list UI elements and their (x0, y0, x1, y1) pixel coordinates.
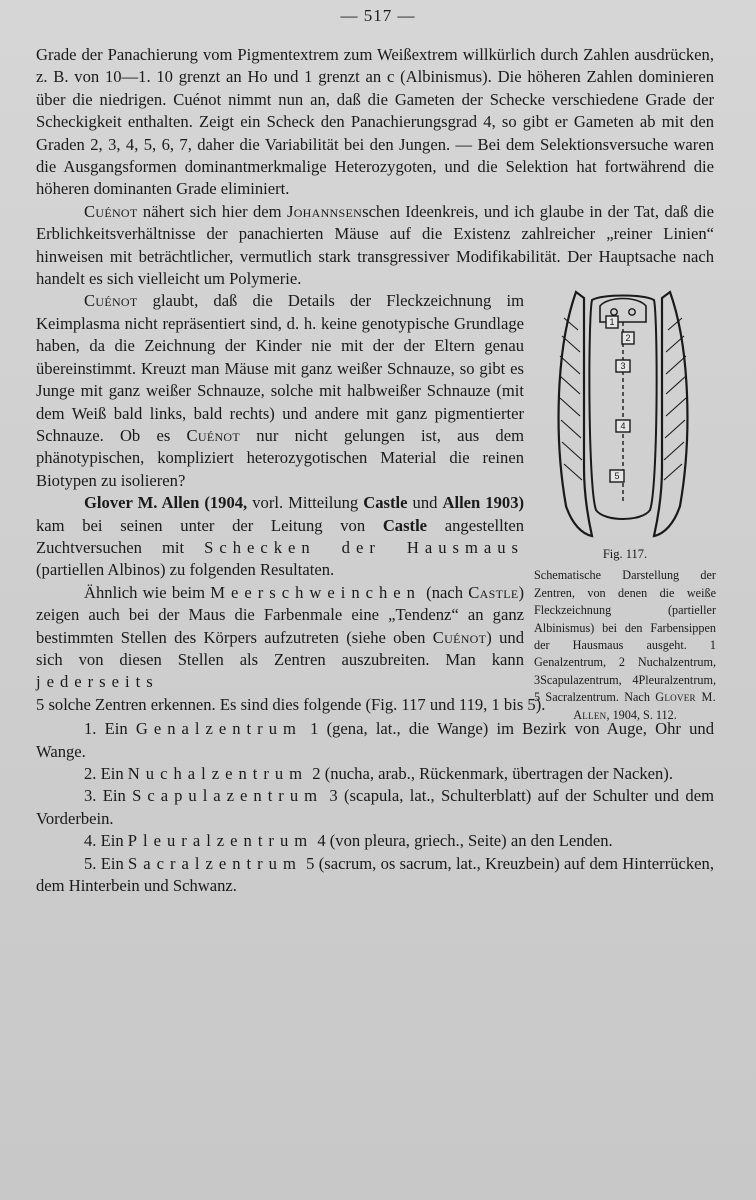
page-number: — 517 — (340, 6, 416, 25)
list-item: 1. Ein Genalzentrum 1 (gena, lat., die Wange) im Bezirk von Auge, Ohr und Wange. (36, 719, 714, 761)
paragraph-3: Cuénot glaubt, daß die Details der Fleckzeichnung im Keimplasma nicht repräsentiert sind, d. h. keine genotypische Grundlage haben, da die Zeichnung der Kinder nie mit der der Eltern genau übereinstimmt. Kreuzt man Mäuse mit ganz weißer Schnauze, so gibt es Junge mit ganz weißer Schnauze, solche mit halbweißer Schnauze (mit dem Weiß bald links, bald rechts) und andere mit ganz pigmentierter Schnauze. Ob es Cuénot nur nicht gelungen ist, aus dem phänotypischen, kompliziert heterozygotischen Material die reinen Biotypen zu isolieren? (36, 291, 524, 490)
paragraph-5: Ähnlich wie beim Meerschweinchen (nach Castle) zeigen auch bei der Maus die Farbenmale eine „Tendenz“ an ganz bestimmten Stellen des Körpers aufzutreten (siehe oben Cuénot) und sich von diesen Stellen als Zentren auszubreiten. Man kann jederseits (36, 582, 524, 692)
center-mark-2: 2 (625, 333, 631, 343)
center-mark-1: 1 (609, 317, 615, 327)
figure-label: Fig. 117. (602, 547, 648, 561)
figure-caption-text: Schematische Darstellung der Zentren, von denen die weiße Fleckzeichnung (partieller Albinismus) bei den Farbensippen der Hausmaus ausgeht. 1 Genalzentrum, 2 Nuchalzentrum, 3Scapulazentrum, 4Pleuralzentrum, 5 Sacralzentrum. Nach Glover M. Allen, 1904, S. 112. (534, 568, 716, 722)
centers-list (36, 718, 714, 897)
center-mark-5: 5 (614, 471, 620, 481)
paragraph-5-continued: 5 solche Zentren erkennen. Es sind dies folgende (Fig. 117 und 119, 1 bis 5). (36, 694, 546, 714)
center-mark-3: 3 (620, 361, 626, 371)
paragraph-2: Cuénot nähert sich hier dem Johannsenschen Ideenkreis, und ich glaube in der Tat, daß die Erblichkeitsverhältnisse der panachierten Mäuse auf die Existenz zahlreicher „reiner Linien“ hinweisen mit beträchtlicher, vermutlich stark transgressiver Modifikabilität. Der Hauptsache nach handelt es sich vielleicht um Polymerie. (36, 201, 714, 289)
paragraph-4: Glover M. Allen (1904, vorl. Mitteilung Castle und Allen 1903) kam bei seinen unter der Leitung von Castle angestellten Zuchtversuchen mit Schecken der Hausmaus (partiellen Albinos) zu folgenden Resultaten. (36, 493, 525, 580)
center-mark-4: 4 (620, 421, 626, 431)
list-item: 3. Ein Scapulazentrum 3 (scapula, lat., Schulterblatt) auf der Schulter und dem Vorderbein. (36, 786, 714, 828)
list-item: 5. Ein Sacralzentrum 5 (sacrum, os sacrum, lat., Kreuzbein) auf dem Hinterrücken, dem Hinterbein und Schwanz. (36, 853, 714, 896)
list-item: 2. Ein Nuchalzentrum 2 (nucha, arab., Rückenmark, übertragen der Nacken). (84, 764, 673, 783)
list-item: 4. Ein Pleuralzentrum 4 (von pleura, griech., Seite) an den Lenden. (84, 831, 613, 851)
body-text (36, 44, 714, 897)
paragraph-1: Grade der Panachierung vom Pigmentextrem zum Weißextrem willkürlich durch Zahlen ausdrücken, z. B. von 10—1. 10 grenzt an Ho und 1 grenzt an c (Albinismus). Die höheren Zahlen dominieren über die niedrigen. Cuénot nimmt nun an, daß die Gameten der Schecke verschiedene Grade der Scheckigkeit enthalten. Zeigt ein Scheck den Panachierungsgrad 4, so gibt er Gameten ab mit den Graden 2, 3, 4, 5, 6, 7, daher die Variabilität bei den Jungen. — Bei dem Selektionsversuche waren die Ausgangsformen dominantmerkmalige Heterozygoten, und die Selektion hat fortwährend die höheren dominanten Grade eliminiert. (36, 45, 714, 199)
wrapped-column (36, 290, 524, 693)
